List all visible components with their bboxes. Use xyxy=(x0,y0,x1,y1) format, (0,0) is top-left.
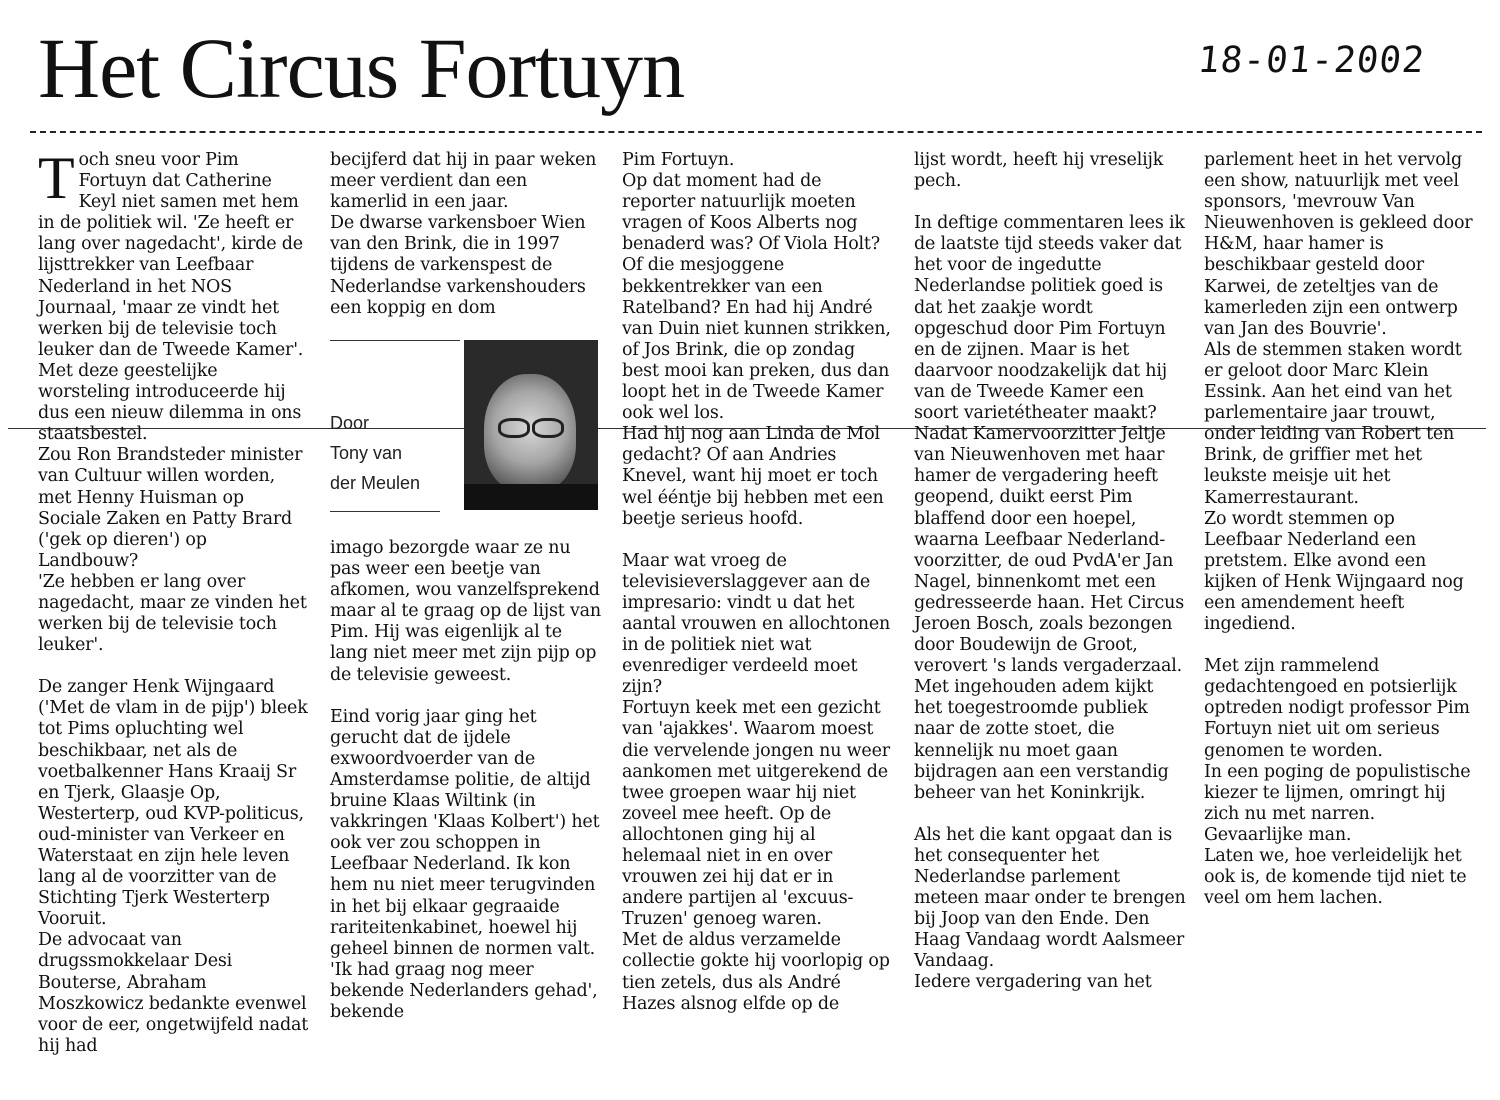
column-4-paragraph-b: In deftige commentaren lees ik de laatste tijd steeds vaker dat het voor de ingedutte Nederlandse politiek goed is dat het zaakje wordt opgeschud door Pim Fortuyn en de zijnen. Maar is het daarvoor noodzakelijk dat hij van de Tweede Kamer een soort varietétheater maakt? Nadat Kamervoorzitter Jeltje van Nieuwenhoven met haar hamer de vergadering heeft geopend, duikt eerst Pim blaffend door een hoepel, waarna Leefbaar Nederland-voorzitter, de oud PvdA'er Jan Nagel, binnenkomt met een gedresseerde haan. Het Circus Jeroen Bosch, zoals bezongen door Boudewijn de Groot, verovert 's lands vergaderzaal. Met ingehouden adem kijkt het toegestroomde publiek naar de zotte stoet, die kennelijk nu moet gaan bijdragen aan een verstandig beheer van het Koninkrijk. xyxy=(914,213,1185,803)
drop-cap: T xyxy=(38,145,75,211)
column-1-paragraph-a: och sneu voor Pim Fortuyn dat Catherine Keyl niet samen met hem in de politiek wil. 'Ze heeft er lang over nagedacht', kirde de lijsttrekker van Leefbaar Nederland in het NOS Journaal, 'maar ze vindt het werken bij de televisie toch leuker dan de Tweede Kamer'. Met deze geestelijke worsteling introduceerde hij dus een nieuw dilemma in ons staatsbestel. Zou Ron Brandsteder minister van Cultuur willen worden, met Henny Huisman op Sociale Zaken en Patty Brard ('gek op dieren') op Landbouw? 'Ze hebben er lang over nagedacht, maar ze vinden het werken bij de televisie toch leuker'. xyxy=(38,150,307,656)
top-dashed-rule xyxy=(30,131,1482,133)
byline-rule-bottom xyxy=(330,511,440,512)
column-2-paragraph-c: Eind vorig jaar ging het gerucht dat de ijdele exwoordvoerder van de Amsterdamse politie, de altijd bruine Klaas Wiltink (in vakkringen 'Klaas Kolbert') het ook ver zou schoppen in Leefbaar Nederland. Ik kon hem nu niet meer terugvinden in het bij elkaar gegraaide rariteitenkabinet, hoewel hij geheel binnen de normen valt. 'Ik had graag nog meer bekende Nederlanders gehad', bekende xyxy=(330,706,600,1022)
handwritten-date: 18-01-2002 xyxy=(1195,40,1427,81)
glasses-right xyxy=(532,418,564,438)
column-4-paragraph-a: lijst wordt, heeft hij vreselijk pech. xyxy=(914,150,1164,192)
byline-box xyxy=(330,340,598,516)
article-column-2-bottom xyxy=(330,538,602,1023)
article-column-5 xyxy=(1204,150,1476,909)
column-5-paragraph-b: Met zijn rammelend gedachtengoed en potsierlijk optreden nodigt professor Pim Fortuyn niet uit om serieus genomen te worden. In een poging de populistische kiezer te lijmen, omringt hij zich nu met narren. Gevaarlijke man. Laten we, hoe verleidelijk het ook is, de komende tijd niet te veel om hem lachen. xyxy=(1204,656,1471,909)
article-column-3 xyxy=(622,150,894,1015)
byline-rule-top xyxy=(330,340,460,341)
glasses-left xyxy=(498,418,530,438)
column-2-paragraph-b: imago bezorgde waar ze nu pas weer een beetje van afkomen, wou vanzelfsprekend maar al te graag op de lijst van Pim. Hij was eigenlijk al te lang niet meer met zijn pijp op de televisie geweest. xyxy=(330,538,601,685)
byline: Door Tony van der Meulen xyxy=(330,413,421,493)
column-3-paragraph-b: Maar wat vroeg de televisieverslaggever aan de impresario: vindt u dat het aantal vrouwen en allochtonen in de politiek niet wat evenrediger verdeeld moet zijn? Fortuyn keek met een gezicht van 'ajakkes'. Waarom moest die vervelende jongen nu weer aankomen met uitgerekend de twee groepen waar hij niet zoveel mee heeft. Op de allochtonen ging hij al helemaal niet in en over vrouwen zei hij dat er in andere partijen al 'excuus-Truzen' genoeg waren. Met de aldus verzamelde collectie gokte hij voorlopig op tien zetels, dus als André Hazes alsnog elfde op de xyxy=(622,550,891,1014)
article-column-2-top xyxy=(330,150,602,319)
portrait-collar xyxy=(464,484,598,510)
column-2-paragraph-a: becijferd dat hij in paar weken meer verdient dan een kamerlid in een jaar. De dwarse varkensboer Wien van den Brink, die in 1997 tijdens de varkenspest de Nederlandse varkenshouders een koppig en dom xyxy=(330,150,597,318)
article-column-4 xyxy=(914,150,1186,994)
column-3-paragraph-a: Pim Fortuyn. Op dat moment had de reporter natuurlijk moeten vragen of Koos Alberts nog benaderd was? Of Viola Holt? Of die mesjoggene bekkentrekker van een Ratelband? En had hij André van Duin niet kunnen strikken, of Jos Brink, die op zondag best mooi kan preken, dus dan loopt het in de Tweede Kamer ook wel los. Had hij nog aan Linda de Mol gedacht? Of aan Andries Knevel, want hij moet er toch wel ééntje bij hebben met een beetje serieus hoofd. xyxy=(622,150,891,529)
portrait-photo-icon xyxy=(464,340,598,510)
article-column-1 xyxy=(38,145,310,1057)
column-1-paragraph-b: De zanger Henk Wijngaard ('Met de vlam in de pijp') bleek tot Pims opluchting wel beschikbaar, net als de voetbalkenner Hans Kraaij Sr en Tjerk, Glaasje Op, Westerterp, oud KVP-politicus, oud-minister van Verkeer en Waterstaat en zijn hele leven lang al de voorzitter van de Stichting Tjerk Westerterp Vooruit. De advocaat van drugssmokkelaar Desi Bouterse, Abraham Moszkowicz bedankte evenwel voor de eer, ongetwijfeld nadat hij had xyxy=(38,677,309,1056)
column-4-paragraph-c: Als het die kant opgaat dan is het consequenter het Nederlandse parlement meteen maar onder te brengen bij Joop van den Ende. Den Haag Vandaag wordt Aalsmeer Vandaag. Iedere vergadering van het xyxy=(914,824,1186,993)
headline: Het Circus Fortuyn xyxy=(38,20,685,116)
column-5-paragraph-a: parlement heet in het vervolg een show, natuurlijk met veel sponsors, 'mevrouw Van Nieuwenhoven is gekleed door H&M, haar hamer is beschikbaar gesteld door Karwei, de zeteltjes van de kamerleden zijn een ontwerp van Jan des Bouvrie'. Als de stemmen staken wordt er geloot door Marc Klein Essink. Aan het eind van het parlementaire jaar trouwt, onder leiding van Robert ten Brink, de griffier met het leukste meisje uit het Kamerrestaurant. Zo wordt stemmen op Leefbaar Nederland een pretstem. Elke avond een kijken of Henk Wijngaard nog een amendement heeft ingediend. xyxy=(1204,150,1473,635)
